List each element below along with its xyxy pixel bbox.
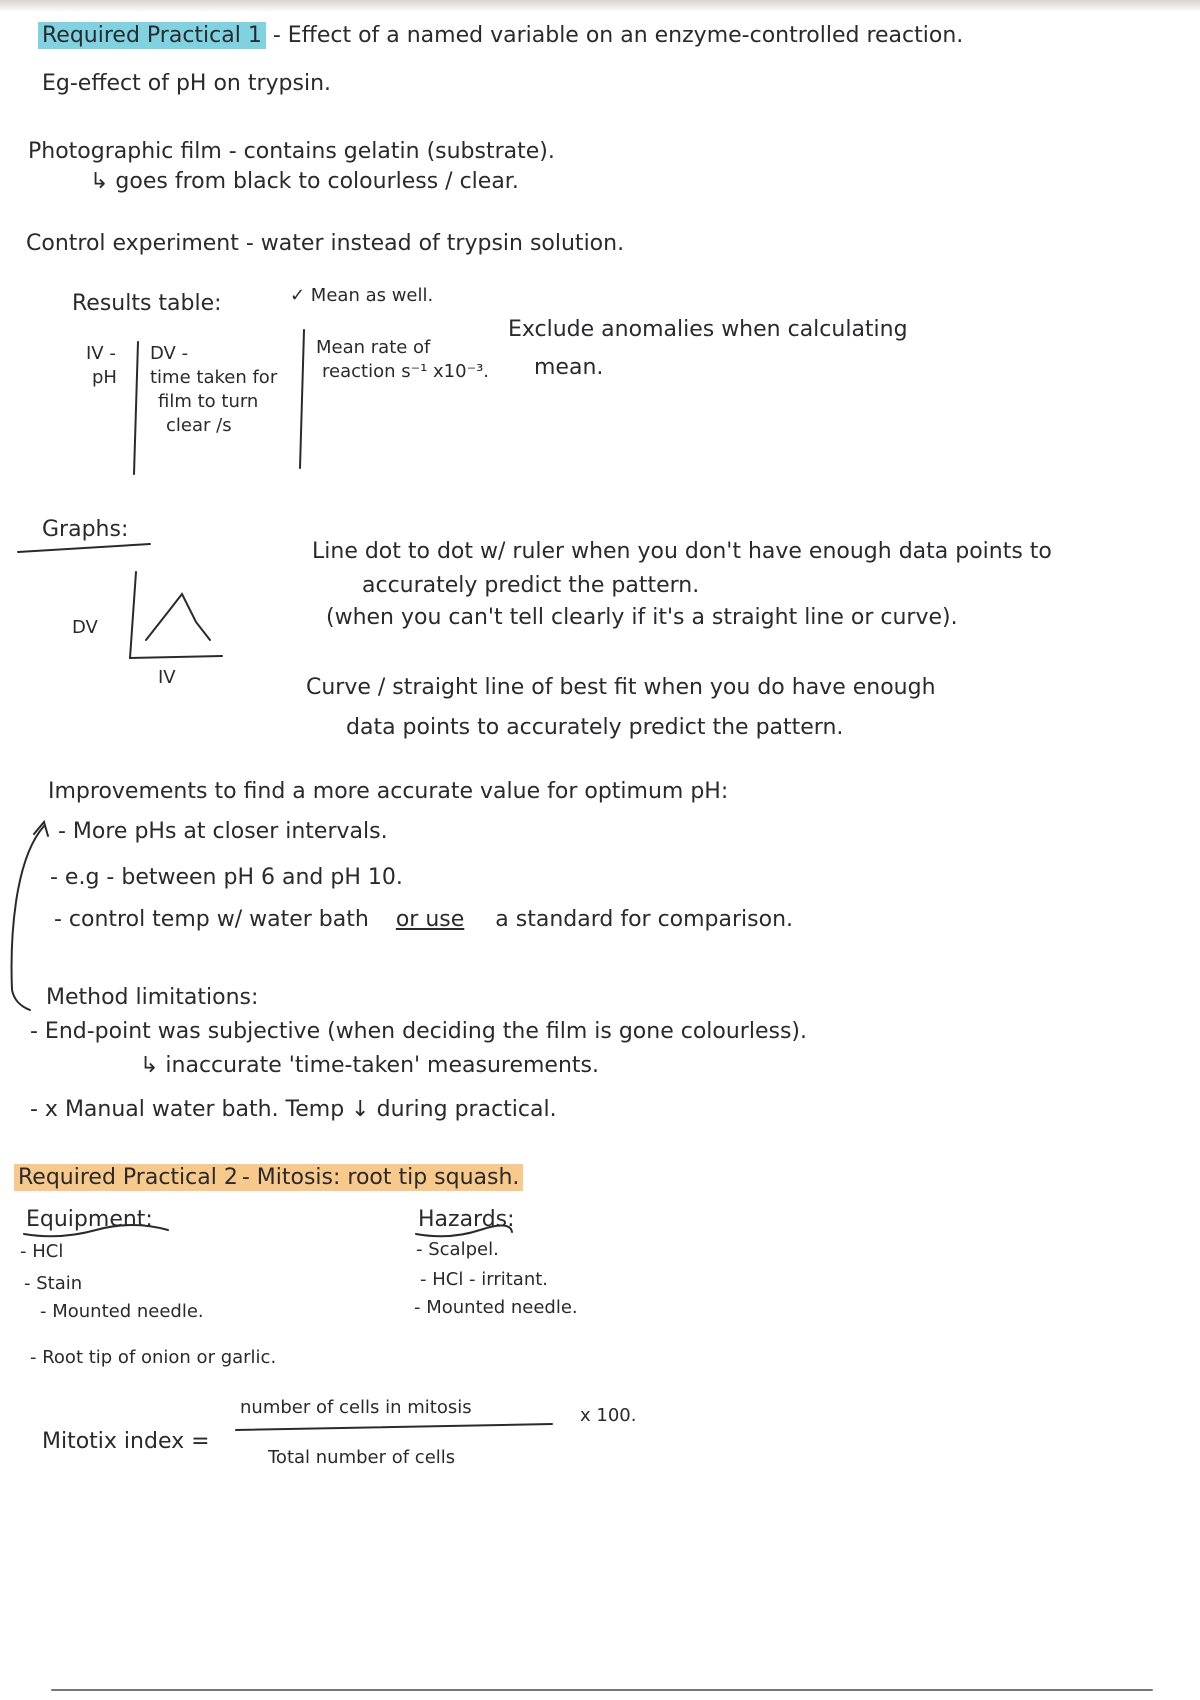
table-divider-2	[300, 330, 304, 468]
line-note-1: Line dot to dot w/ ruler when you don't have enough data points to	[312, 539, 1052, 564]
exclude-note-2: mean.	[534, 355, 604, 380]
improvement-3-or-use: or use	[395, 907, 465, 932]
limitation-1: - End-point was subjective (when deciding the film is gone colourless).	[30, 1019, 808, 1044]
limitations-title: Method limitations:	[46, 985, 259, 1010]
hazards-title: Hazards:	[418, 1207, 515, 1232]
mitotic-index-denominator: Total number of cells	[268, 1447, 456, 1468]
improvement-3-c: a standard for comparison.	[495, 907, 794, 932]
line-note-2: accurately predict the pattern.	[362, 573, 700, 598]
improvement-1: - More pHs at closer intervals.	[58, 819, 388, 844]
improvement-2: - e.g - between pH 6 and pH 10.	[50, 865, 403, 890]
table-dv-line3: film to turn	[158, 391, 259, 412]
improvement-3-a: - control temp w/ water bath	[54, 907, 369, 932]
hazard-item: - Scalpel.	[416, 1239, 499, 1260]
equipment-title: Equipment:	[26, 1207, 153, 1232]
graph-data-line	[146, 594, 210, 640]
fraction-bar	[236, 1424, 552, 1430]
mitotic-index-label: Mitotix index =	[42, 1429, 210, 1454]
rp1-heading-label: Required Practical 1	[38, 22, 266, 49]
table-mean-line2: reaction s⁻¹ x10⁻³.	[322, 361, 490, 382]
rp2-heading-rest: - Mitosis: root tip squash.	[238, 1164, 524, 1191]
mitotic-index-factor: x 100.	[580, 1405, 637, 1426]
table-dv-label: DV -	[150, 343, 189, 364]
rp1-example: Eg-effect of pH on trypsin.	[42, 71, 332, 96]
improvements-bracket	[12, 826, 44, 1010]
graph-axes	[130, 572, 222, 658]
hazard-item: - HCl - irritant.	[420, 1269, 549, 1290]
exclude-note-1: Exclude anomalies when calculating	[508, 317, 908, 342]
mitotic-index-numerator: number of cells in mitosis	[240, 1397, 472, 1418]
table-iv-ph: pH	[92, 367, 117, 388]
equipment-item: - Mounted needle.	[40, 1301, 204, 1322]
table-mean-line1: Mean rate of	[316, 337, 431, 358]
graph-iv-label: IV	[158, 667, 176, 688]
table-dv-line2: time taken for	[150, 367, 278, 388]
graph-dv-label: DV	[72, 617, 98, 638]
equipment-item: - Stain	[24, 1273, 83, 1294]
limitation-1b: ↳ inaccurate 'time-taken' measurements.	[140, 1053, 599, 1078]
results-table-title: Results table:	[72, 291, 222, 316]
equipment-underline	[24, 1225, 168, 1236]
equipment-item: - HCl	[20, 1241, 64, 1262]
mean-note: ✓ Mean as well.	[290, 285, 434, 306]
curve-note-2: data points to accurately predict the pattern.	[346, 715, 844, 740]
table-iv-label: IV -	[86, 343, 116, 364]
table-dv-line4: clear /s	[166, 415, 232, 436]
rp1-heading-rest: - Effect of a named variable on an enzyme-controlled reaction.	[272, 23, 964, 48]
equipment-item: - Root tip of onion or garlic.	[30, 1347, 277, 1368]
graphs-underline	[18, 544, 150, 552]
curve-note-1: Curve / straight line of best fit when you do have enough	[306, 675, 936, 700]
limitation-2: - x Manual water bath. Temp ↓ during practical.	[30, 1097, 557, 1122]
control-experiment: Control experiment - water instead of trypsin solution.	[26, 231, 625, 256]
line-note-3: (when you can't tell clearly if it's a straight line or curve).	[326, 605, 958, 630]
hazards-underline	[416, 1225, 512, 1236]
table-divider-1	[134, 342, 138, 474]
hazard-item: - Mounted needle.	[414, 1297, 578, 1318]
improvements-title: Improvements to find a more accurate value for optimum pH:	[48, 779, 729, 804]
rp2-heading-label: Required Practical 2	[14, 1164, 242, 1191]
film-line-2: ↳ goes from black to colourless / clear.	[90, 169, 519, 194]
graphs-title: Graphs:	[42, 517, 129, 542]
film-line-1: Photographic film - contains gelatin (substrate).	[28, 139, 555, 164]
